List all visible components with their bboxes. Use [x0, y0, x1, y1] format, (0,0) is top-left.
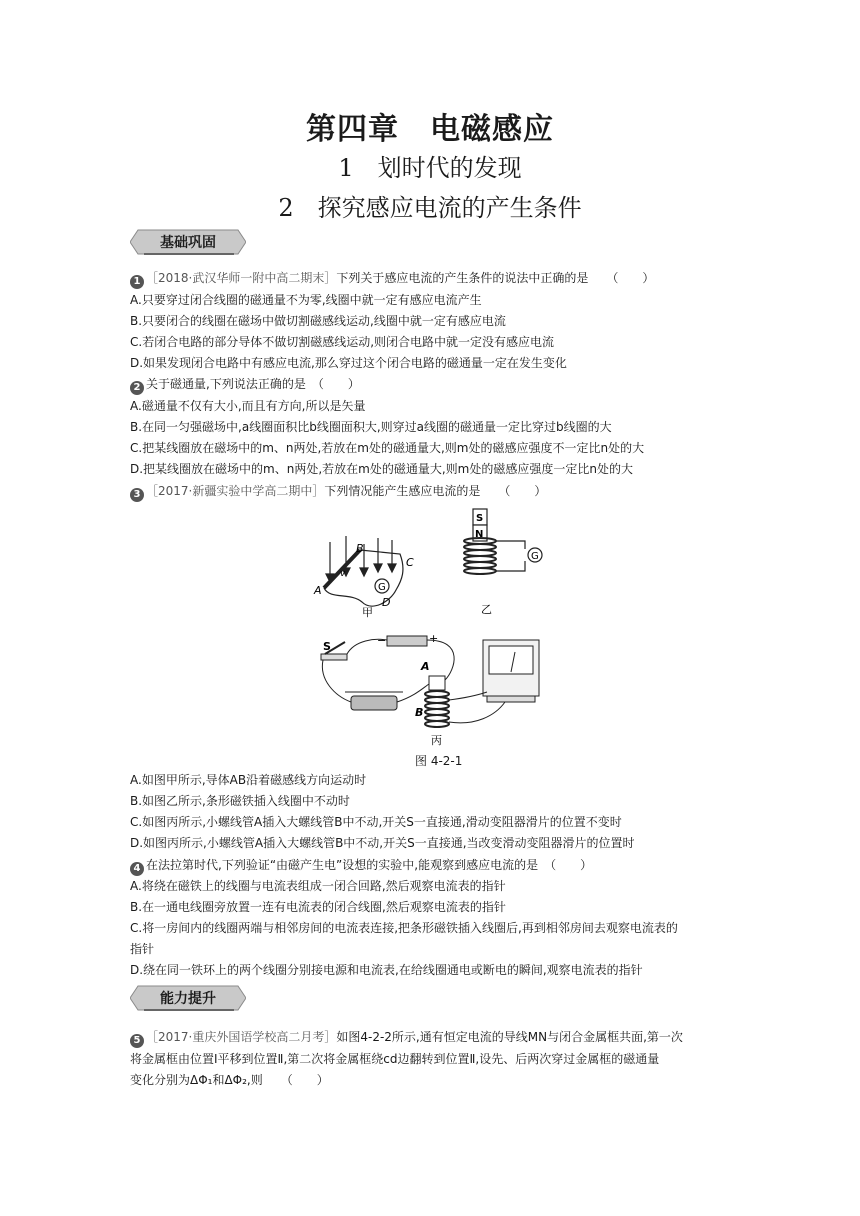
figure-bing: [315, 630, 555, 748]
section-title-1: 1 划时代的发现: [338, 154, 522, 182]
question-number: 2: [130, 381, 144, 395]
question-source: ［2017·新疆实验中学高二期中］: [146, 484, 325, 498]
question-number: 1: [130, 275, 144, 289]
fig-label-d: D: [382, 596, 391, 609]
battery-minus: −: [377, 634, 387, 647]
fig-label-a2: A: [421, 660, 430, 673]
q1-option-a: A.只要穿过闭合线圈的磁通量不为零,线圈中就一定有感应电流产生: [130, 293, 482, 307]
magnet-s-label: S: [476, 513, 484, 524]
figure-caption: 图 4-2-1: [415, 754, 463, 768]
section-tag-label: 能力提升: [160, 991, 216, 1007]
fig-label-g: G: [378, 582, 386, 593]
q4-option-a: A.将绕在磁铁上的线圈与电流表组成一闭合回路,然后观察电流表的指针: [130, 879, 506, 893]
section-tag-label: 基础巩固: [160, 235, 216, 251]
q4-stem: [130, 855, 592, 876]
question-number: 3: [130, 488, 144, 502]
q5-line2: 将金属框由位置Ⅰ平移到位置Ⅱ,第二次将金属框绕cd边翻转到位置Ⅱ,设先、后两次穿过金属框的磁通量: [130, 1052, 660, 1066]
q1-option-b: B.只要闭合的线圈在磁场中做切割磁感线运动,线圈中就一定有感应电流: [130, 314, 506, 328]
figure-yi: [455, 505, 555, 615]
q4-option-d: D.绕在同一铁环上的两个线圈分别接电源和电流表,在给线圈通电或断电的瞬间,观察电流表的指针: [130, 963, 643, 977]
fig-label-v: v: [340, 569, 346, 579]
question-text: 在法拉第时代,下列验证“由磁产生电”设想的实验中,能观察到感应电流的是 （ ）: [146, 858, 593, 872]
fig-label-g2: G: [531, 551, 539, 562]
q2-option-b: B.在同一匀强磁场中,a线圈面积比b线圈面积大,则穿过a线圈的磁通量一定比穿过b线圈的大: [130, 420, 612, 434]
q1-option-c: C.若闭合电路的部分导体不做切割磁感线运动,则闭合电路中就一定没有感应电流: [130, 335, 555, 349]
q4-option-c-line1: C.将一房间内的线圈两端与相邻房间的电流表连接,把条形磁铁插入线圈后,再到相邻房间去观察电流表的: [130, 921, 678, 935]
question-text: 下列关于感应电流的产生条件的说法中正确的是 （ ）: [336, 271, 655, 285]
q1-option-d: D.如果发现闭合电路中有感应电流,那么穿过这个闭合电路的磁通量一定在发生变化: [130, 356, 567, 370]
question-number: 5: [130, 1034, 144, 1048]
q3-option-c: C.如图丙所示,小螺线管A插入大螺线管B中不动,开关S一直接通,滑动变阻器滑片的位置不变时: [130, 815, 622, 829]
section-tag-advanced: [130, 984, 246, 1012]
fig-label-c: C: [406, 556, 414, 569]
q5-line1: [130, 1027, 683, 1048]
fig-label-a: A: [314, 584, 322, 597]
question-source: ［2017·重庆外国语学校高二月考］: [146, 1030, 337, 1044]
question-source: ［2018·武汉华师一附中高二期末］: [146, 271, 337, 285]
q3-option-a: A.如图甲所示,导体AB沿着磁感线方向运动时: [130, 773, 367, 787]
switch-label: S: [323, 640, 331, 653]
question-text: 下列情况能产生感应电流的是 （ ）: [324, 484, 547, 498]
q5-line3: 变化分别为ΔΦ₁和ΔΦ₂,则 （ ）: [130, 1073, 329, 1087]
fig-label-b2: B: [415, 706, 424, 719]
q4-option-c-line2: 指针: [130, 942, 155, 956]
q2-option-a: A.磁通量不仅有大小,而且有方向,所以是矢量: [130, 399, 366, 413]
q3-option-b: B.如图乙所示,条形磁铁插入线圈中不动时: [130, 794, 350, 808]
question-text: 如图4-2-2所示,通有恒定电流的导线MN与闭合金属框共面,第一次: [336, 1030, 683, 1044]
q2-option-c: C.把某线圈放在磁场中的m、n两处,若放在m处的磁通量大,则m处的磁感应强度不一定比n处的大: [130, 441, 645, 455]
q3-option-d: D.如图丙所示,小螺线管A插入大螺线管B中不动,开关S一直接通,当改变滑动变阻器滑片的位置时: [130, 836, 635, 850]
section-title-2: 2 探究感应电流的产生条件: [278, 194, 582, 222]
q1-stem: [130, 268, 654, 289]
question-number: 4: [130, 862, 144, 876]
chapter-title: 第四章 电磁感应: [306, 112, 554, 147]
q4-option-b: B.在一通电线圈旁放置一连有电流表的闭合线圈,然后观察电流表的指针: [130, 900, 506, 914]
fig-caption-yi: 乙: [481, 603, 492, 615]
section-tag-basic: [130, 228, 246, 256]
q2-option-d: D.把某线圈放在磁场中的m、n两处,若放在m处的磁通量大,则m处的磁感应强度一定比n处的大: [130, 462, 633, 476]
fig-caption-bing: 丙: [431, 734, 442, 747]
magnet-n-label: N: [475, 529, 484, 540]
question-text: 关于磁通量,下列说法正确的是 （ ）: [146, 377, 360, 391]
q2-stem: [130, 374, 360, 395]
fig-label-b: B: [356, 542, 364, 555]
q3-stem: [130, 481, 546, 502]
fig-caption-jia: 甲: [362, 606, 373, 619]
battery-plus: +: [429, 632, 439, 645]
figure-jia: [310, 530, 430, 620]
